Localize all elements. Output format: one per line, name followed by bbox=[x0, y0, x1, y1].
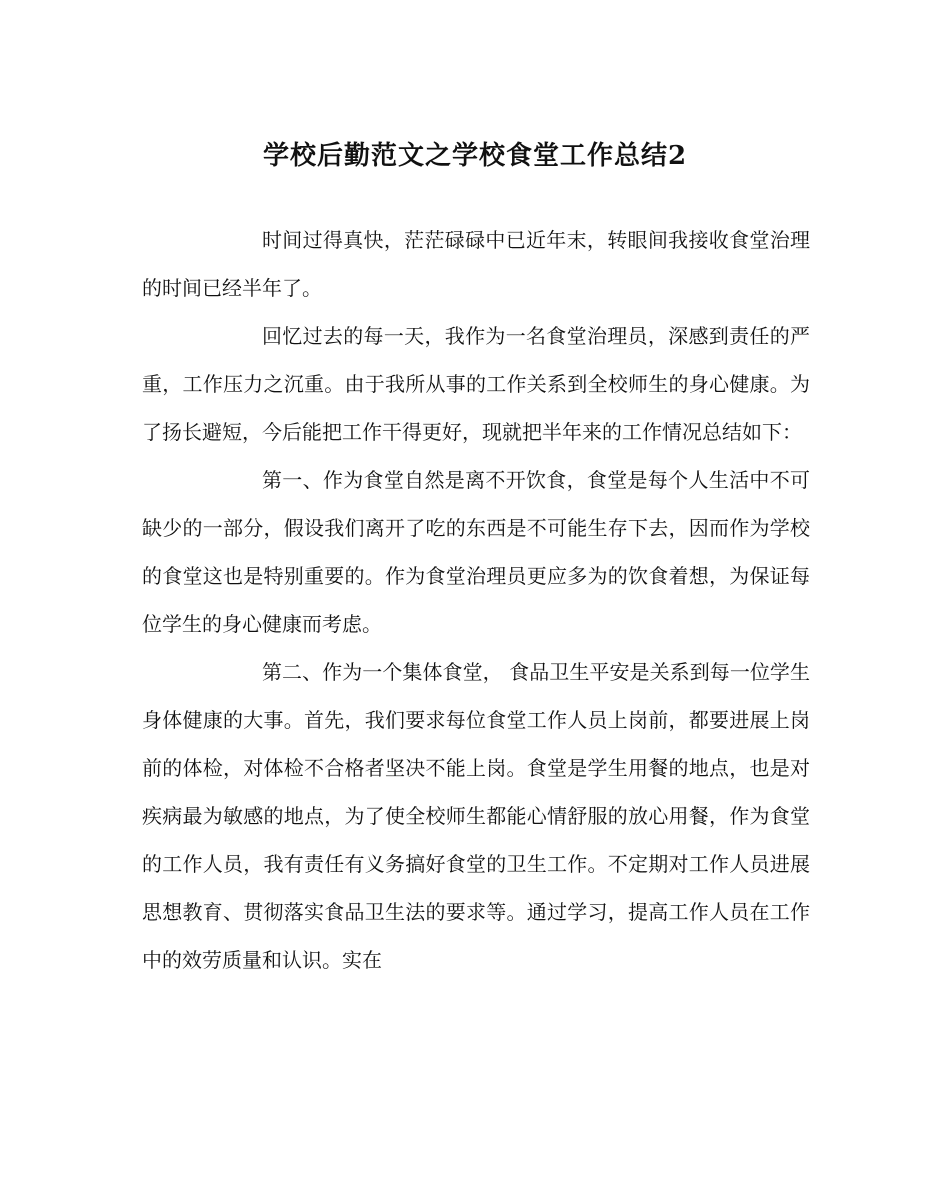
paragraph-review: 回忆过去的每一天，我作为一名食堂治理员，深感到责任的严重，工作压力之沉重。由于我所从事的工作关系到全校师生的身心健康。为了扬长避短，今后能把工作干得更好，现就把半年来的工作情况总结如下： bbox=[142, 324, 810, 444]
paragraph-second-point: 第二、作为一个集体食堂， 食品卫生平安是关系到每一位学生身体健康的大事。首先，我们要求每位食堂工作人员上岗前，都要进展上岗前的体检，对体检不合格者坚决不能上岗。食堂是学生用餐的地点，也是对疾病最为敏感的地点，为了使全校师生都能心情舒服的放心用餐，作为食堂的工作人员，我有责任有义务搞好食堂的卫生工作。不定期对工作人员进展思想教育、贯彻落实食品卫生法的要求等。通过学习，提高工作人员在工作中的效劳质量和认识。实在 bbox=[142, 660, 810, 972]
paragraph-first-point: 第一、作为食堂自然是离不开饮食，食堂是每个人生活中不可缺少的一部分，假设我们离开了吃的东西是不可能生存下去，因而作为学校的食堂这也是特别重要的。作为食堂治理员更应多为的饮食着想，为保证每位学生的身心健康而考虑。 bbox=[142, 468, 810, 636]
document-title: 学校后勤范文之学校食堂工作总结2 bbox=[262, 141, 688, 171]
paragraph-intro: 时间过得真快，茫茫碌碌中已近年末，转眼间我接收食堂治理的时间已经半年了。 bbox=[142, 228, 810, 300]
document-body bbox=[142, 216, 810, 984]
